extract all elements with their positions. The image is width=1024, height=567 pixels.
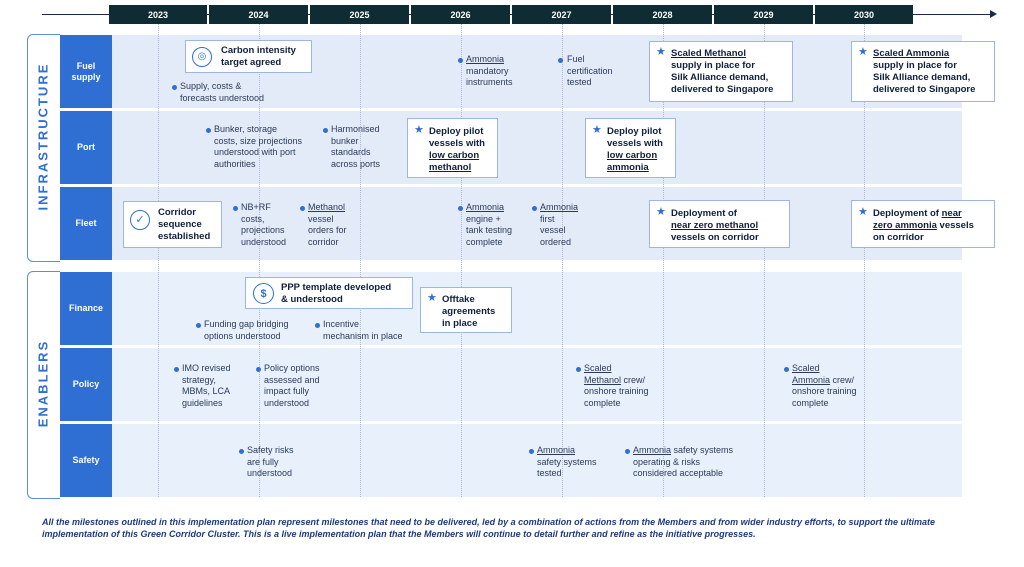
year-2027: 2027 [512, 5, 611, 24]
row-label-policy: Policy [60, 348, 112, 421]
milestone-ammonia-safety-operating: Ammonia safety systems operating & risks considered acceptable [633, 445, 734, 478]
milestone-ammonia-safety-tested: Ammonia safety systems tested [537, 445, 597, 478]
milestone-methanol-orders: Methanol vessel orders for corridor [308, 202, 347, 247]
year-2024: 2024 [209, 5, 308, 24]
row-label-fuel-supply: Fuel supply [60, 35, 112, 108]
milestone-corridor-sequence: ✓ Corridor sequence established [123, 201, 222, 248]
milestone-ppp-template: $ PPP template developed & understood [245, 277, 413, 309]
year-2028: 2028 [613, 5, 712, 24]
year-gridline [562, 24, 563, 497]
milestone-funding-gap: Funding gap bridging options understood [204, 319, 289, 341]
year-gridline [158, 24, 159, 497]
milestone-harmonised-bunker: Harmonised bunker standards across ports [331, 124, 381, 169]
row-label-safety: Safety [60, 424, 112, 497]
milestone-safety-risks: Safety risks are fully understood [247, 445, 294, 478]
milestone-incentive-mechanism: Incentive mechanism in place [323, 319, 403, 341]
year-2026: 2026 [411, 5, 510, 24]
star-icon: ★ [414, 124, 424, 136]
milestone-scaled-methanol: ★ Scaled Methanol supply in place for Silk Alliance demand, delivered to Singapore [649, 41, 793, 102]
milestone-deploy-methanol: ★ Deployment of near zero methanol vessels on corridor [649, 200, 790, 248]
milestone-pilot-ammonia: ★ Deploy pilot vessels with low carbon ammonia [585, 118, 676, 178]
star-icon: ★ [858, 206, 868, 218]
star-icon: ★ [656, 206, 666, 218]
enablers-label: ENABLERS [35, 339, 51, 428]
milestone-bunker-storage: Bunker, storage costs, size projections understood with port authorities [214, 124, 303, 169]
star-icon: ★ [656, 46, 666, 58]
milestone-scaled-ammonia: ★ Scaled Ammonia supply in place for Silk Alliance demand, delivered to Singapore [851, 41, 995, 102]
milestone-ammonia-first-vessel: Ammonia first vessel ordered [540, 202, 579, 247]
year-gridline [461, 24, 462, 497]
year-2030: 2030 [815, 5, 913, 24]
milestone-ammonia-engine: Ammonia engine + tank testing complete [466, 202, 513, 247]
milestone-ammonia-mandatory: Ammonia mandatory instruments [466, 54, 513, 87]
milestone-offtake-agreements: ★ Offtake agreements in place [420, 287, 512, 333]
footer-note: All the milestones outlined in this implementation plan represent milestones that need to be delivered, led by a combination of actions from the Members and from wider industry efforts, to support the ultimate implementation of this Green Corridor Cluster. This is a live implementation plan that the Members will continue to detail further and refine as the initiative progresses. [42, 517, 935, 539]
milestone-scaled-methanol-crew: Scaled Methanol crew/ onshore training complete [584, 363, 649, 408]
row-label-finance: Finance [60, 272, 112, 345]
milestone-supply-costs: Supply, costs & forecasts understood [180, 81, 265, 103]
milestone-scaled-ammonia-crew: Scaled Ammonia crew/ onshore training complete [792, 363, 857, 408]
year-gridline [360, 24, 361, 497]
year-2025: 2025 [310, 5, 409, 24]
milestone-pilot-methanol: ★ Deploy pilot vessels with low carbon methanol [407, 118, 498, 178]
star-icon: ★ [858, 46, 868, 58]
target-icon: ◎ [192, 47, 212, 67]
milestone-deploy-ammonia: ★ Deployment of near zero ammonia vessels on corridor [851, 200, 995, 248]
year-2029: 2029 [714, 5, 813, 24]
star-icon: ★ [592, 124, 602, 136]
row-label-fleet: Fleet [60, 187, 112, 260]
infrastructure-label: INFRASTRUCTURE [35, 62, 51, 211]
row-label-port: Port [60, 111, 112, 184]
timeline-arrow-icon [990, 10, 997, 18]
milestone-nbrf-costs: NB+RF costs, projections understood [241, 202, 287, 247]
milestone-carbon-intensity: ◎ Carbon intensity target agreed [185, 40, 312, 73]
check-circle-icon: ✓ [130, 210, 150, 230]
milestone-imo-strategy: IMO revised strategy, MBMs, LCA guidelines [182, 363, 231, 408]
dollar-icon: $ [253, 283, 274, 304]
row-bg-fleet [112, 187, 962, 260]
milestone-fuel-certification: Fuel certification tested [567, 54, 613, 87]
milestone-policy-options: Policy options assessed and impact fully understood [264, 363, 320, 408]
star-icon: ★ [427, 292, 437, 304]
year-2023: 2023 [109, 5, 207, 24]
